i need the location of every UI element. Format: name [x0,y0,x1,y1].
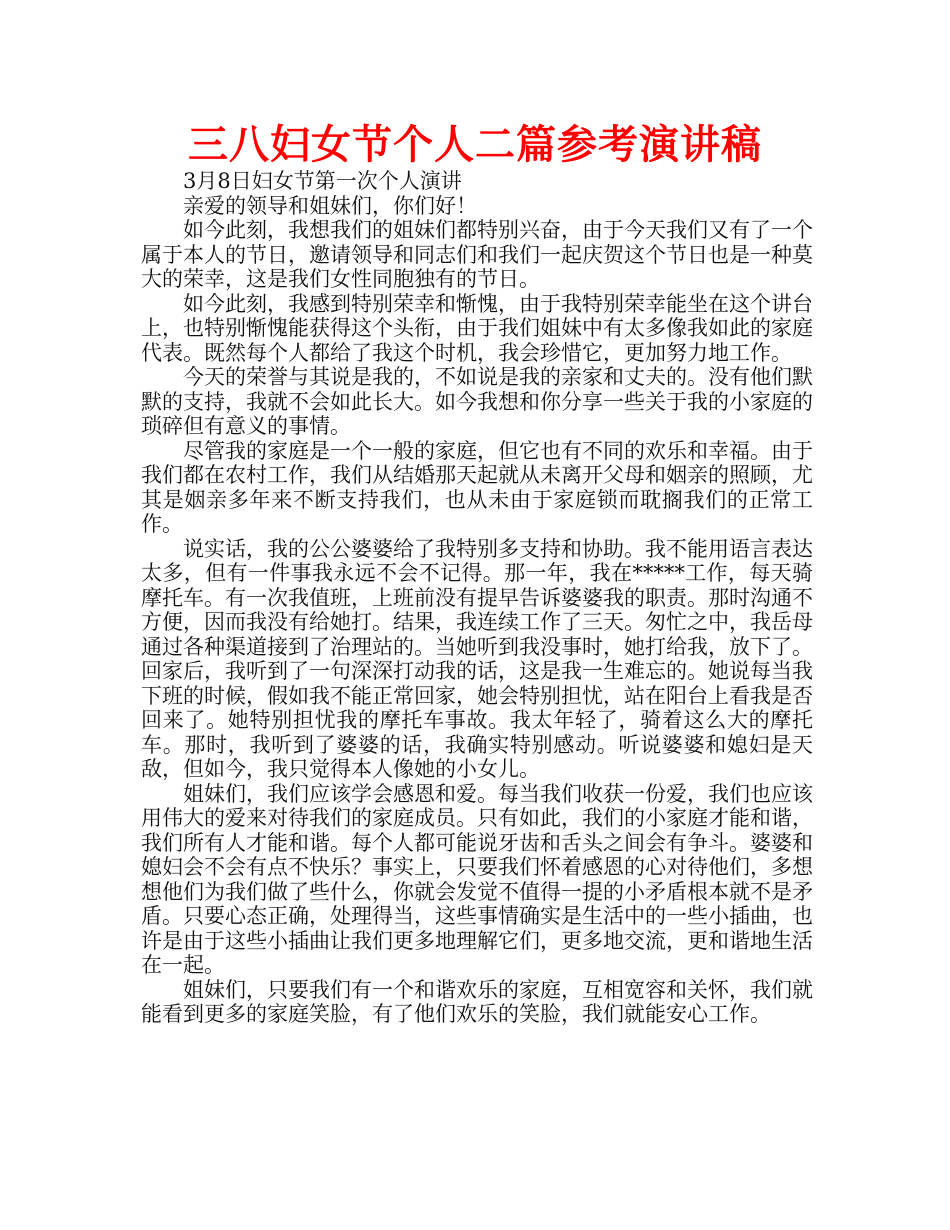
greeting-paragraph: 亲爱的领导和姐妹们，你们好！ [183,193,477,218]
body-paragraph: 今天的荣誉与其说是我的，不如说是我的亲家和丈夫的。没有他们默默的支持，我就不会如此长大。如今我想和你分享一些关于我的小家庭的琐碎但有意义的事情。 [141,365,813,438]
body-paragraph: 如今此刻，我想我们的姐妹们都特别兴奋，由于今天我们又有了一个属于本人的节日，邀请领导和同志们和我们一起庆贺这个节日也是一种莫大的荣幸，这是我们女性同胞独有的节日。 [141,218,813,291]
body-paragraph: 如今此刻，我感到特别荣幸和惭愧，由于我特别荣幸能坐在这个讲台上，也特别惭愧能获得这个头衔，由于我们姐妹中有太多像我如此的家庭代表。既然每个人都给了我这个时机，我会珍惜它，更加努力地工作。 [141,291,813,365]
page-title: 三八妇女节个人二篇参考演讲稿 [188,122,762,168]
body-paragraph: 尽管我的家庭是一个一般的家庭，但它也有不同的欢乐和幸福。由于我们都在农村工作，我们从结婚那天起就从未离开父母和姻亲的照顾，尤其是姻亲多年来不断支持我们，也从未由于家庭锁而耽搁我们的正常工作。 [141,438,813,536]
body-paragraph: 姐妹们，我们应该学会感恩和爱。每当我们收获一份爱，我们也应该用伟大的爱来对待我们的家庭成员。只有如此，我们的小家庭才能和谐，我们所有人才能和谐。每个人都可能说牙齿和舌头之间会有争斗。婆婆和媳妇会不会有点不快乐？事实上，只要我们怀着感恩的心对待他们，多想想他们为我们做了些什么，你就会发觉不值得一提的小矛盾根本就不是矛盾。只要心态正确，处理得当，这些事情确实是生活中的一些小插曲，也许是由于这些小插曲让我们更多地理解它们，更多地交流，更和谐地生活在一起。 [141,781,813,977]
body-paragraph: 说实话，我的公公婆婆给了我特别多支持和协助。我不能用语言表达太多，但有一件事我永远不会不记得。那一年，我在*****工作，每天骑摩托车。有一次我值班，上班前没有提早告诉婆婆我的职责。那时沟通不方便，因而我没有给她打。结果，我连续工作了三天。匆忙之中，我岳母通过各种渠道接到了治理站的。当她听到我没事时，她打给我，放下了。回家后，我听到了一句深深打动我的话，这是我一生难忘的。她说每当我下班的时候，假如我不能正常回家，她会特别担忧，站在阳台上看我是否回来了。她特别担忧我的摩托车事故。我太年轻了，骑着这么大的摩托车。那时，我听到了婆婆的话，我确实特别感动。听说婆婆和媳妇是天敌，但如今，我只觉得本人像她的小女儿。 [141,536,813,781]
body-paragraph: 姐妹们，只要我们有一个和谐欢乐的家庭，互相宽容和关怀，我们就能看到更多的家庭笑脸，有了他们欢乐的笑脸，我们就能安心工作。 [141,977,813,1026]
document-body [141,169,813,1027]
subtitle-paragraph: 3月8日妇女节第一次个人演讲 [183,169,462,193]
